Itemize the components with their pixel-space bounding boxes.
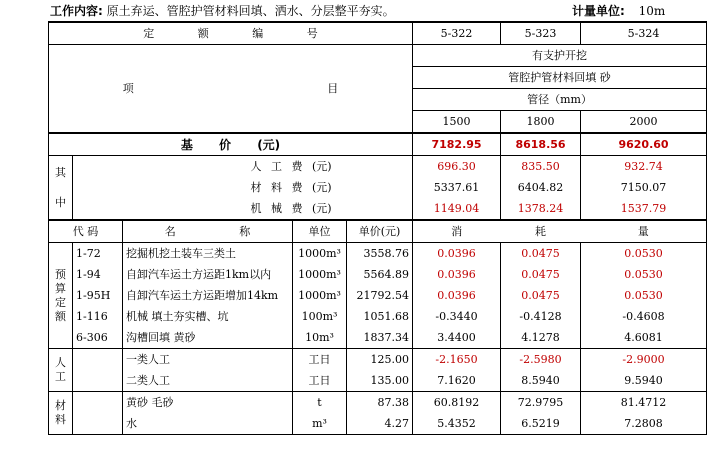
labor-char-2: 工 (55, 370, 66, 383)
budget-char-3: 定 (55, 295, 66, 309)
of-which-label (49, 156, 73, 221)
labor-char-1: 人 (55, 356, 66, 369)
labor-code-empty (73, 370, 123, 392)
material-code-empty (73, 413, 123, 435)
budget-value-2: 0.0475 (501, 264, 581, 285)
labor-name: 二类人工 (123, 370, 293, 392)
col-header-unit-price: 单价(元) (347, 220, 413, 243)
labor-value-1: -2.1650 (413, 349, 501, 371)
budget-row (49, 285, 707, 306)
material-value-3: 7.2808 (581, 413, 707, 435)
cost-label-material: 材 料 费 (元) (73, 177, 413, 198)
cost-row-machine (49, 198, 707, 220)
quota-code-1: 5-322 (413, 22, 501, 45)
labor-name: 一类人工 (123, 349, 293, 371)
budget-char-4: 额 (55, 309, 66, 323)
material-price: 4.27 (347, 413, 413, 435)
budget-char-2: 算 (55, 281, 66, 295)
material-label (49, 392, 73, 435)
material-code-empty (73, 392, 123, 414)
base-price-3: 9620.60 (581, 133, 707, 156)
budget-value-1: 0.0396 (413, 264, 501, 285)
labor-value-1: 7.1620 (413, 370, 501, 392)
budget-price: 3558.76 (347, 243, 413, 265)
of-which-char-2: 中 (55, 195, 66, 209)
budget-value-3: 0.0530 (581, 285, 707, 306)
budget-row (49, 243, 707, 265)
budget-unit: 1000m³ (293, 285, 347, 306)
budget-name: 机械 填土夯实槽、坑 (123, 306, 293, 327)
budget-unit: 100m³ (293, 306, 347, 327)
base-price-label: 基 价 (元) (49, 133, 413, 156)
material-value-1: 5.4352 (413, 413, 501, 435)
labor-value-3: -2.9000 (581, 349, 707, 371)
col-header-unit: 单位 (293, 220, 347, 243)
budget-code: 1-72 (73, 243, 123, 265)
labor-value-3: 9.5940 (581, 370, 707, 392)
base-price-1: 7182.95 (413, 133, 501, 156)
budget-row (49, 327, 707, 349)
work-content-label: 工作内容: (50, 4, 103, 18)
quota-code-row (49, 22, 707, 45)
budget-code: 1-94 (73, 264, 123, 285)
work-content-text: 原土弃运、管腔护管材料回填、洒水、分层整平夯实。 (106, 4, 395, 18)
budget-unit: 1000m³ (293, 264, 347, 285)
material-unit: m³ (293, 413, 347, 435)
cost-labor-2: 835.50 (501, 156, 581, 178)
material-row (49, 413, 707, 435)
cost-label-machine: 机 械 费 (元) (73, 198, 413, 220)
budget-name: 自卸汽车运土方运距1km以内 (123, 264, 293, 285)
budget-name: 挖掘机挖土装车三类土 (123, 243, 293, 265)
col-header-consumption-1: 消 (413, 220, 501, 243)
group-title-2: 管腔护管材料回填 砂 (413, 67, 707, 89)
diameter-3: 2000 (581, 111, 707, 134)
budget-price: 1051.68 (347, 306, 413, 327)
labor-label (49, 349, 73, 392)
quota-table (48, 21, 707, 435)
material-name: 水 (123, 413, 293, 435)
material-price: 87.38 (347, 392, 413, 414)
budget-name: 沟槽回填 黄砂 (123, 327, 293, 349)
base-price-2: 8618.56 (501, 133, 581, 156)
measure-unit-value: 10m (638, 4, 666, 18)
cost-row-labor (49, 156, 707, 178)
material-name: 黄砂 毛砂 (123, 392, 293, 414)
budget-label (49, 243, 73, 349)
cost-machine-3: 1537.79 (581, 198, 707, 220)
budget-value-2: 4.1278 (501, 327, 581, 349)
group-row-1 (49, 45, 707, 67)
of-which-char-1: 其 (55, 165, 66, 179)
diameter-1: 1500 (413, 111, 501, 134)
budget-code: 1-95H (73, 285, 123, 306)
material-row (49, 392, 707, 414)
labor-unit: 工日 (293, 349, 347, 371)
labor-price: 125.00 (347, 349, 413, 371)
budget-price: 1837.34 (347, 327, 413, 349)
cost-label-labor: 人 工 费 (元) (73, 156, 413, 178)
quota-code-3: 5-324 (581, 22, 707, 45)
labor-price: 135.00 (347, 370, 413, 392)
budget-price: 21792.54 (347, 285, 413, 306)
cost-machine-1: 1149.04 (413, 198, 501, 220)
material-value-2: 72.9795 (501, 392, 581, 414)
cost-material-3: 7150.07 (581, 177, 707, 198)
labor-row (49, 349, 707, 371)
labor-code-empty (73, 349, 123, 371)
budget-value-3: -0.4608 (581, 306, 707, 327)
col-header-code: 代 码 (49, 220, 123, 243)
col-header-name: 名 称 (123, 220, 293, 243)
budget-price: 5564.89 (347, 264, 413, 285)
material-char-1: 材 (55, 399, 66, 412)
cost-labor-1: 696.30 (413, 156, 501, 178)
budget-row (49, 306, 707, 327)
budget-code: 6-306 (73, 327, 123, 349)
labor-value-2: 8.5940 (501, 370, 581, 392)
diameter-label: 管径（mm） (413, 89, 707, 111)
cost-labor-3: 932.74 (581, 156, 707, 178)
labor-unit: 工日 (293, 370, 347, 392)
quota-code-2: 5-323 (501, 22, 581, 45)
budget-char-1: 预 (55, 267, 66, 281)
budget-value-3: 4.6081 (581, 327, 707, 349)
base-price-row (49, 133, 707, 156)
material-value-2: 6.5219 (501, 413, 581, 435)
budget-unit: 1000m³ (293, 243, 347, 265)
item-label: 项 目 (49, 45, 413, 134)
material-value-1: 60.8192 (413, 392, 501, 414)
budget-value-3: 0.0530 (581, 264, 707, 285)
cost-material-1: 5337.61 (413, 177, 501, 198)
budget-value-1: 0.0396 (413, 285, 501, 306)
labor-value-2: -2.5980 (501, 349, 581, 371)
material-value-3: 81.4712 (581, 392, 707, 414)
budget-row (49, 264, 707, 285)
budget-value-2: 0.0475 (501, 243, 581, 265)
quota-code-label: 定 额 编 号 (49, 22, 413, 45)
material-char-2: 料 (55, 413, 66, 426)
budget-value-1: 0.0396 (413, 243, 501, 265)
group-title-1: 有支护开挖 (413, 45, 707, 67)
labor-row (49, 370, 707, 392)
budget-code: 1-116 (73, 306, 123, 327)
measure-unit-label: 计量单位: (572, 4, 625, 18)
cost-material-2: 6404.82 (501, 177, 581, 198)
col-header-consumption-3: 量 (581, 220, 707, 243)
col-header-consumption-2: 耗 (501, 220, 581, 243)
budget-value-2: -0.4128 (501, 306, 581, 327)
budget-value-1: -0.3440 (413, 306, 501, 327)
column-header-row (49, 220, 707, 243)
budget-name: 自卸汽车运土方运距增加14km (123, 285, 293, 306)
diameter-2: 1800 (501, 111, 581, 134)
cost-row-material (49, 177, 707, 198)
material-unit: t (293, 392, 347, 414)
budget-value-2: 0.0475 (501, 285, 581, 306)
work-content (50, 2, 395, 20)
budget-value-3: 0.0530 (581, 243, 707, 265)
budget-value-1: 3.4400 (413, 327, 501, 349)
cost-machine-2: 1378.24 (501, 198, 581, 220)
measure-unit (572, 2, 665, 20)
budget-unit: 10m³ (293, 327, 347, 349)
